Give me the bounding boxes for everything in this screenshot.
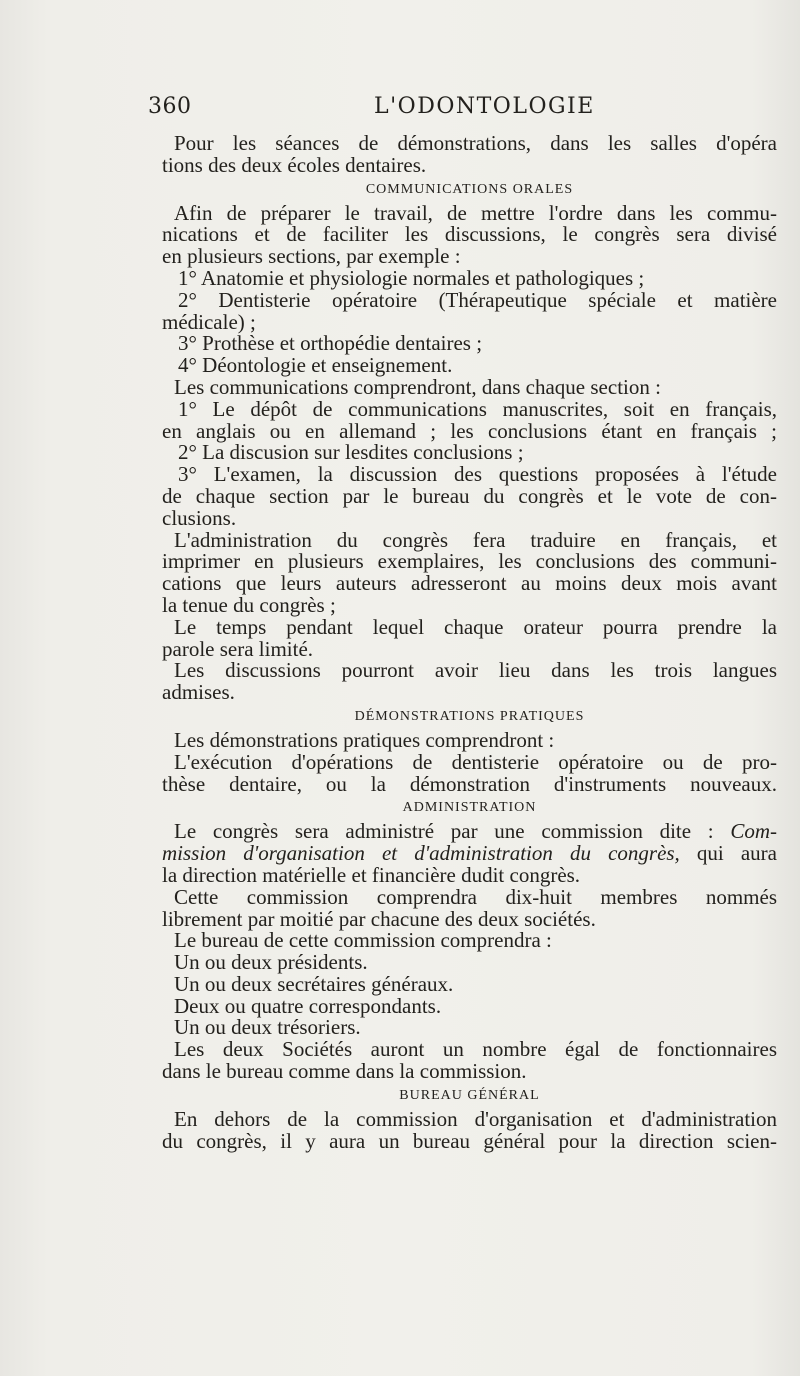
section-heading-communications: COMMUNICATIONS ORALES xyxy=(365,181,574,197)
list-item: médicale) ; xyxy=(162,309,256,334)
text-line: L'administration du congrès fera traduire en français, et xyxy=(174,527,777,552)
text-line: la direction matérielle et financière dudit congrès. xyxy=(162,862,581,887)
section-heading-demonstrations: DÉMONSTRATIONS PRATIQUES xyxy=(354,708,585,724)
text-line: nications et de faciliter les discussions, le congrès sera divisé xyxy=(162,222,777,247)
list-item: 4° Déontologie et enseignement. xyxy=(178,353,453,378)
text-line: admises. xyxy=(162,680,235,705)
text-line: Afin de préparer le travail, de mettre l'ordre dans les commu- xyxy=(174,200,777,225)
list-item: Deux ou quatre correspondants. xyxy=(174,993,442,1018)
text-line: En dehors de la commission d'organisation et d'administration xyxy=(174,1106,777,1131)
list-item: Un ou deux présidents. xyxy=(174,950,368,975)
italic-run: mission d'organisation et d'administration du congrès, xyxy=(162,841,680,866)
text-line: Pour les séances de démonstrations, dans les salles d'opéra xyxy=(174,131,777,155)
text-line: L'exécution d'opérations de dentisterie opératoire ou de pro- xyxy=(174,749,777,774)
list-item: 3° Prothèse et orthopédie dentaires ; xyxy=(178,331,483,356)
italic-run: Com- xyxy=(730,819,777,844)
text-line: dans le bureau comme dans la commission. xyxy=(162,1059,527,1084)
text-line: Les deux Sociétés auront un nombre égal de fonctionnaires xyxy=(174,1037,777,1062)
text-run: Le congrès sera administré par une commission dite : xyxy=(174,819,731,844)
text-line: parole sera limité. xyxy=(162,636,314,661)
text-line: Les démonstrations pratiques comprendront : xyxy=(174,727,555,752)
text-line: Cette commission comprendra dix-huit membres nommés xyxy=(174,884,777,909)
text-line: cations que leurs auteurs adresseront au moins deux mois avant xyxy=(162,571,777,596)
text-line xyxy=(162,821,777,843)
text-line: Les discussions pourront avoir lieu dans les trois langues xyxy=(174,658,777,683)
text-line: du congrès, il y aura un bureau général pour la direction scien- xyxy=(162,1128,777,1153)
text-run: qui aura xyxy=(679,841,777,866)
text-line: de chaque section par le bureau du congrès et le vote de con- xyxy=(162,483,777,508)
text-line: Le bureau de cette commission comprendra : xyxy=(174,928,552,953)
list-item: 1° Anatomie et physiologie normales et pathologiques ; xyxy=(178,265,645,290)
running-title: L'ODONTOLOGIE xyxy=(374,94,595,119)
body-text xyxy=(162,133,777,1152)
text-line: tions des deux écoles dentaires. xyxy=(162,152,427,177)
text-line: Les communications comprendront, dans chaque section : xyxy=(174,374,661,399)
text-line: clusions. xyxy=(162,505,237,530)
list-item: 3° L'examen, la discussion des questions proposées à l'étude xyxy=(178,462,777,487)
list-item: 2° Dentisterie opératoire (Thérapeutique spéciale et matière xyxy=(178,287,777,312)
text-line: en anglais ou en allemand ; les conclusions étant en français ; xyxy=(162,418,777,443)
list-item: 2° La discusion sur lesdites conclusions ; xyxy=(178,440,524,465)
text-line xyxy=(162,843,777,865)
text-line: la tenue du congrès ; xyxy=(162,592,336,617)
list-item: Un ou deux trésoriers. xyxy=(174,1015,361,1040)
section-heading-bureau-general: BUREAU GÉNÉRAL xyxy=(399,1087,540,1103)
text-line: Le temps pendant lequel chaque orateur pourra prendre la xyxy=(174,614,777,639)
page-number: 360 xyxy=(148,94,192,119)
text-line: librement par moitié par chacune des deux sociétés. xyxy=(162,906,596,931)
text-line: en plusieurs sections, par exemple : xyxy=(162,244,461,269)
text-line: imprimer en plusieurs exemplaires, les conclusions des communi- xyxy=(162,549,777,574)
page-header xyxy=(148,94,770,128)
list-item: 1° Le dépôt de communications manuscrites, soit en français, xyxy=(178,396,777,421)
list-item: Un ou deux secrétaires généraux. xyxy=(174,971,454,996)
section-heading-administration: ADMINISTRATION xyxy=(402,800,537,816)
text-line: thèse dentaire, ou la démonstration d'instruments nouveaux. xyxy=(162,771,777,796)
